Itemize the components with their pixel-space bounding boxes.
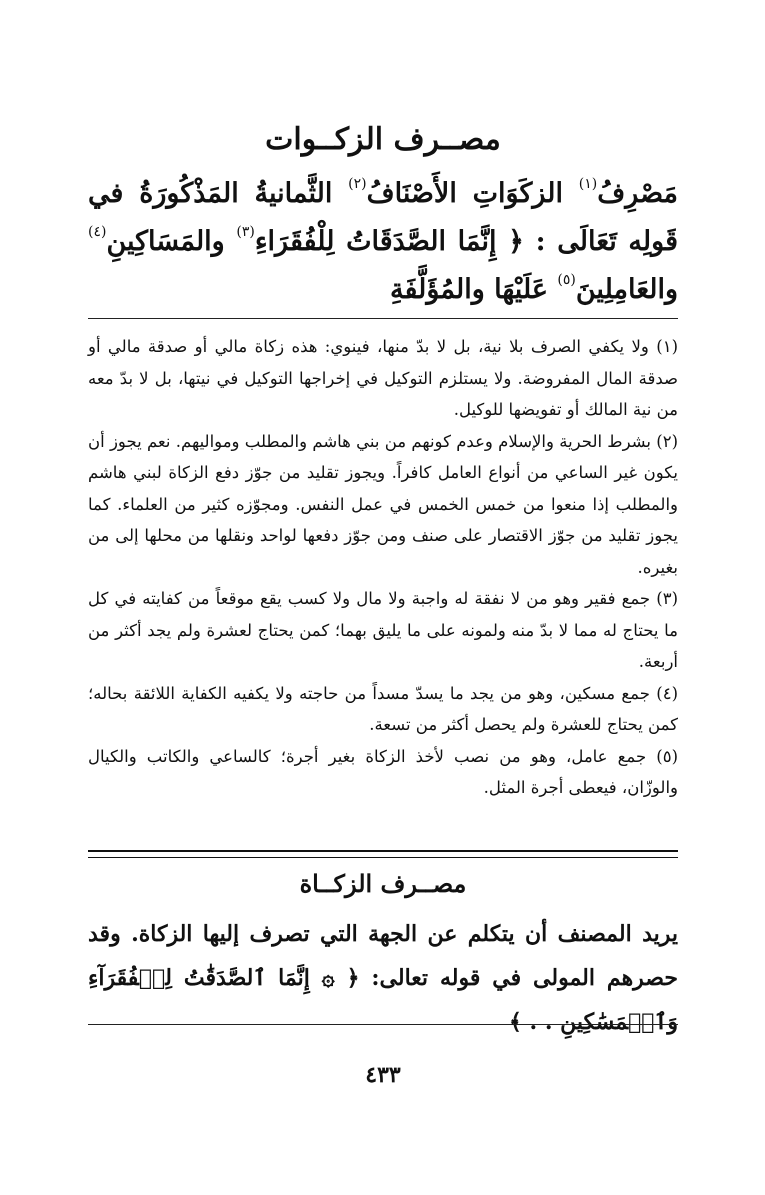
commentary-text: يريد المصنف أن يتكلم عن الجهة التي تصرف إليها الزكاة. وقد حصرهم المولى في قوله تعالى: ﴿ ۞ إِنَّمَا ٱلصَّدَقَٰتُ لِلۡفُقَرَآءِ وَٱلۡمَسَٰكِينِ . . ﴾ [88, 921, 678, 1035]
commentary-divider [88, 850, 678, 858]
footnote-ref-4[interactable]: (٤) [88, 224, 107, 240]
matn-word-5: والعَامِلِينَ [575, 274, 678, 305]
footnote-ref-5[interactable]: (٥) [557, 272, 576, 288]
page-number: ٤٣٣ [365, 1062, 401, 1088]
footnote-3: (٣) جمع فقير وهو من لا نفقة له واجبة ولا مال ولا كسب يقع موقعاً من كفايته في كل ما يحتاج له مما لا بدّ منه ولمونه على ما يليق بهما؛ كمن يحتاج لعشرة ولم يجد أكثر من أربعة. [88, 589, 678, 671]
bottom-divider [88, 1024, 678, 1025]
matn-word-4: والمَسَاكِينِ [106, 226, 237, 257]
section-title: مصــرف الزكــوات [265, 122, 501, 157]
footnote-ref-3[interactable]: (٣) [236, 224, 255, 240]
footnote-divider [88, 318, 678, 319]
main-text [88, 170, 678, 314]
matn-word-2: الزكَوَاتِ الأَصْنَافُ [366, 178, 579, 209]
footnote-ref-2[interactable]: (٢) [348, 176, 367, 192]
footnote-1: (١) ولا يكفي الصرف بلا نية، بل لا بدّ منها، فينوي: هذه زكاة مالي أو صدقة مالي أو صدقة المال المفروضة. ولا يستلزم التوكيل في إخراجها التوكيل في نيتها، بل لا بدّ معه من نية المالك أو تفويضها للوكيل. [88, 337, 678, 419]
matn-word-6: عَلَيْهَا والمُؤَلَّفَةِ [390, 274, 558, 305]
matn-word-1: مَصْرِفُ [597, 178, 678, 209]
footnote-ref-1[interactable]: (١) [578, 176, 598, 192]
footnotes [88, 331, 678, 804]
footnote-2: (٢) بشرط الحرية والإسلام وعدم كونهم من بني هاشم والمطلب ومواليهم. نعم يجوز أن يكون غير الساعي من أنواع العامل كافراً. ويجوز تقليد من جوّز دفع الزكاة لبني هاشم والمطلب إذا منعوا من خمس الخمس في عمل النفس. ومجوّزه كثير من العلماء. كما يجوز تقليد من جوّز الاقتصار على صنف ومن جوّز دفعها لواحد ونقلها من محلها إلى من بغيره. [88, 431, 678, 577]
commentary-title: مصــرف الزكــاة [299, 869, 467, 898]
footnote-4: (٤) جمع مسكين، وهو من يجد ما يسدّ مسداً من حاجته ولا يكفيه الكفاية اللائقة بحاله؛ كمن يحتاج للعشرة ولم يحصل أكثر من تسعة. [88, 683, 678, 734]
footnote-5: (٥) جمع عامل، وهو من نصب لأخذ الزكاة بغير أجرة؛ كالساعي والكاتب والكيال والوزّان، فيعطى أجرة المثل. [88, 746, 678, 797]
matn-word-3: الثَّمانيةُ المَذْكُورَةُ في قَولِه تَعَالَى : ﴿ إِنَّمَا الصَّدَقَاتُ لِلْفُقَرَاءِ [88, 178, 678, 257]
